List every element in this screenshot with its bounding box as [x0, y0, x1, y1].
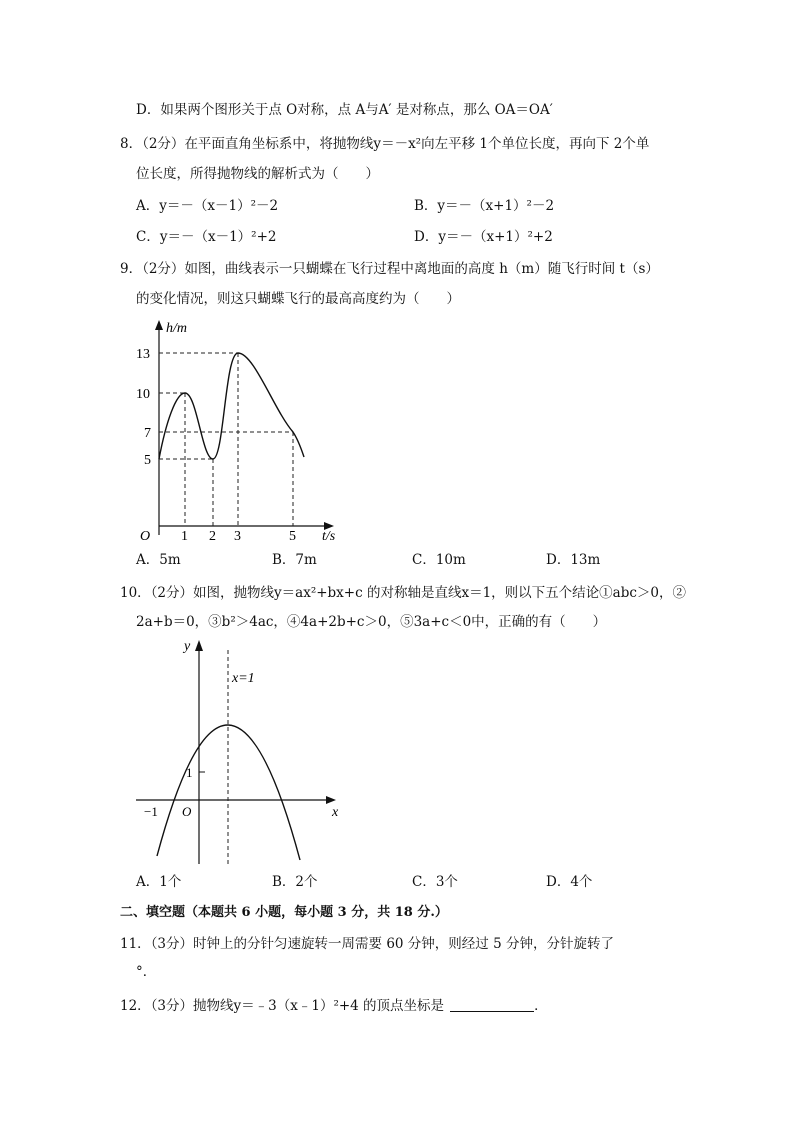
q9-option-d[interactable]: D．13m [546, 552, 601, 568]
q9-option-c[interactable]: C．10m [412, 552, 466, 568]
section-2-heading: 二、填空题（本题共 6 小题，每小题 3 分，共 18 分.） [120, 905, 448, 920]
q10-option-d[interactable]: D．4个 [546, 874, 593, 890]
q10-stem-text1: 如图，抛物线y＝ax²+bx+c 的对称轴是直线x＝1，则以下五个结论①abc＞0，② [193, 585, 687, 601]
q10-option-c[interactable]: C．3个 [412, 874, 458, 890]
q8-option-b[interactable]: B．y＝－（x+1）²－2 [414, 198, 555, 214]
q7-option-d: D．如果两个图形关于点 O对称，点 A与A′ 是对称点，那么 OA＝OA′ [136, 102, 553, 118]
q9-ytick-10: 10 [136, 387, 150, 402]
q9-stem-line2: 的变化情况，则这只蝴蝶飞行的最高高度约为（ ） [136, 291, 460, 307]
q10-x-axis-label: x [332, 805, 339, 820]
q9-option-b[interactable]: B．7m [272, 552, 317, 568]
q12-end: ． [534, 998, 548, 1014]
q11-stem-text1: 时钟上的分针匀速旋转一周需要 60 分钟，则经过 5 分钟，分针旋转了 [193, 936, 614, 952]
q8-score: （2分） [142, 136, 185, 152]
q10-tick-neg-one-label: −1 [144, 804, 158, 819]
q12-stem-line [120, 996, 548, 1016]
q10-origin-label: O [182, 804, 192, 819]
q8-option-d[interactable]: D．y＝－（x+1）²+2 [414, 229, 553, 245]
q9-number: 9． [120, 261, 143, 277]
q9-xtick-5: 5 [289, 529, 296, 544]
q10-y-axis-arrow [195, 640, 203, 651]
q10-tick-one-label: 1 [186, 765, 193, 780]
q9-xtick-2: 2 [209, 529, 216, 544]
q8-option-c[interactable]: C．y＝－（x－1）²+2 [136, 229, 277, 245]
q8-stem-line2: 位长度，所得抛物线的解析式为（ ） [136, 166, 379, 182]
q9-stem-text1: 如图，曲线表示一只蝴蝶在飞行过程中离地面的高度 h（m）随飞行时间 t（s） [184, 261, 659, 277]
q10-number: 10． [120, 585, 151, 601]
q10-stem-line2: 2a+b＝0，③b²＞4ac，④4a+2b+c＞0，⑤3a+c＜0中，正确的有（ ） [136, 614, 607, 630]
q8-stem-line1 [120, 134, 649, 154]
q10-option-b[interactable]: B．2个 [272, 874, 318, 890]
q12-stem-text: 抛物线y＝﹣3（x﹣1）²+4 的顶点坐标是 [193, 998, 445, 1014]
q9-origin-label: O [140, 529, 151, 544]
q9-xtick-3: 3 [234, 529, 241, 544]
q8-option-a[interactable]: A．y＝－（x－1）²－2 [136, 198, 279, 214]
q9-x-axis-label: t/s [322, 529, 336, 544]
q12-answer-blank[interactable] [450, 997, 534, 1012]
q10-symmetry-label: x=1 [232, 671, 255, 686]
q9-ytick-5: 5 [144, 453, 151, 468]
q9-ytick-7: 7 [144, 426, 151, 441]
q10-option-a[interactable]: A．1个 [136, 874, 182, 890]
q8-number: 8． [120, 136, 143, 152]
q9-ytick-13: 13 [136, 347, 150, 362]
q11-score: （3分） [150, 936, 194, 952]
q9-curve [159, 353, 304, 459]
q9-score: （2分） [142, 261, 185, 277]
q9-y-axis-label: h/m [166, 321, 187, 336]
q12-score: （3分） [150, 998, 194, 1014]
q10-y-axis-label: y [184, 639, 191, 654]
q8-stem-text1: 在平面直角坐标系中，将抛物线y＝－x²向左平移 1个单位长度，再向下 2个单 [184, 136, 650, 152]
q9-y-axis-arrow [155, 320, 163, 330]
q10-score: （2分） [150, 585, 194, 601]
q9-stem-line1 [120, 259, 659, 279]
q10-graph [130, 632, 350, 867]
q11-number: 11． [120, 936, 151, 952]
q10-x-axis-arrow [326, 796, 336, 804]
q11-stem-line1 [120, 934, 614, 954]
q10-stem-line1 [120, 583, 686, 603]
q9-xtick-1: 1 [181, 529, 188, 544]
q12-number: 12． [120, 998, 151, 1014]
q11-stem-line2: °． [136, 964, 157, 980]
q9-option-a[interactable]: A．5m [136, 552, 181, 568]
q9-graph [130, 310, 350, 555]
